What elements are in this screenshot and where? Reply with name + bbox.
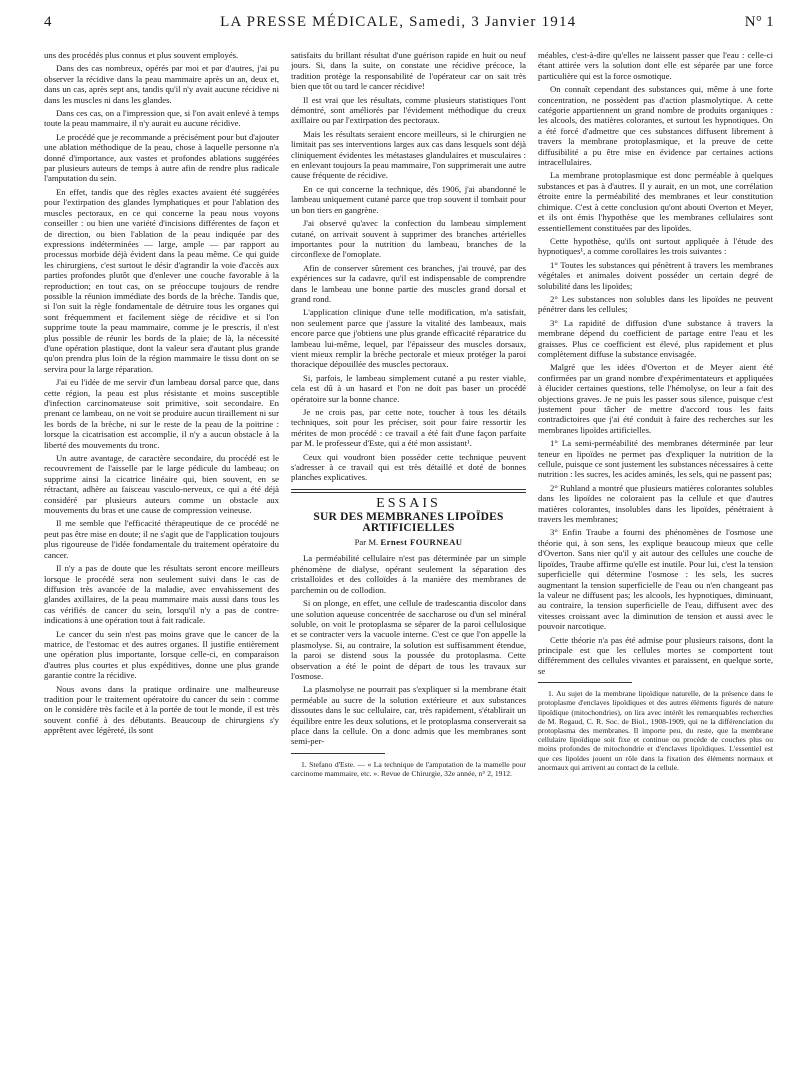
paragraph: Le cancer du sein n'est pas moins grave que le cancer de la matrice, de l'estomac et des autres organes. Il justifie entièrement une opération plus importante, lorsque celle-ci, en comparaison d'autres plus courtes et plus expéditives, donne une plus grande garantie contre la récidive. <box>44 628 279 681</box>
footnote-text: 1. Au sujet de la membrane lipoïdique naturelle, de la présence dans le protoplasme d'enclaves lipoïdiques et des autres éléments figurés de nature lipoïdique (mitochondries), on lira avec intérêt les remarquables recherches de M. Regaud, C. R. Soc. de Biol., 1908-1909, qui ne la différenciation du protoplasma des membranes. Il importe peu, du reste, que la membrane cellulaire lipoïdique soit fixe et continue ou procède de couches plus ou moins profondes de mitochondrie et d'enclaves lipoïdiques. L'essentiel est que ces lipoïdes jouent un rôle dans la fixation des éléments normaux et anormaux qui arrivent au contact de la cellule. <box>538 689 773 772</box>
byline-prefix: Par M. <box>354 537 379 548</box>
paragraph: Nous avons dans la pratique ordinaire une malheureuse tradition pour le traitement opératoire du cancer du sein : comme on le considère très facile et à la portée de tout le monde, il est très souvent confié à des débutants. Beaucoup de chirurgiens s'y apprêtent avec légèreté, ils sont <box>44 683 279 736</box>
paragraph: Dans ces cas, on a l'impression que, si l'on avait enlevé à temps toute la peau mammaire, il n'y aurait eu aucune récidive. <box>44 108 279 129</box>
paragraph: Mais les résultats seraient encore meilleurs, si le chirurgien ne limitait pas ses interventions larges aux cas dans lesquels sont déjà cliniquement évidentes les métastases glandulaires et musculaires : en enlevant toujours la peau mammaire, l'on supprimerait une autre cause fréquente de récidive. <box>291 128 526 181</box>
paragraph: satisfaits du brillant résultat d'une guérison rapide en huit ou neuf jours. Si, dans la suite, on constate une récidive précoce, la tradition protège la responsabilité de l'opérateur car on sait très bien que tôt ou tard le cancer récidive! <box>291 50 526 92</box>
list-item: 1° Toutes les substances qui pénètrent à travers les membranes végétales et animales doivent posséder un certain degré de solubilité dans les lipoïdes; <box>538 259 773 291</box>
list-item: 3° Enfin Traube a fourni des phénomènes de l'osmose une théorie qui, à son sens, les explique beaucoup mieux que celle d'Overton. Sans nier qu'il y ait autour des cellules une couche de lipoïdes, Traube affirme qu'elle est inutile. Pour lui, c'est la tension superficielle qui détermine l'osmose : les sels, les sucres augmentant la tension superficielle de l'eau ou n'en changeant pas la valeur ne diffusent pas; les alcools, les hypnotiques, diminuant, au contraire, la tension superficielle de l'eau, diffusent avec des vitesses croissant avec la diminution de tension et aussi avec le pouvoir narcotique. <box>538 527 773 632</box>
list-item: 2° Les substances non solubles dans les lipoïdes ne peuvent pénétrer dans les cellules; <box>538 293 773 315</box>
paragraph: On connaît cependant des substances qui, même à une forte concentration, ne possèdent pas d'action plasmolytique. A cette catégorie appartiennent un grand nombre de produits organiques : les alcools, des matières colorantes, et surtout les hypnotiques. On a été forcé d'admettre que ces substances diffusent librement à travers la membrane protoplasmique, et la preuve de cette diffusibilité a pu être mise en évidence par certaines actions intracellulaires. <box>538 84 773 168</box>
footnote-text: 1. Stefano d'Este. — « La technique de l'amputation de la mamelle pour carcinome mammaire, etc. ». Revue de Chirurgie, 32e année, n° 2, 1912. <box>291 759 526 778</box>
paragraph: Je ne crois pas, par cette note, toucher à tous les détails techniques, soit pour les préciser, soit pour faire ressortir les mérites de mon procédé : ce travail a été fait d'une façon parfaite par M. le professeur d'Este, qui a été mon assistant¹. <box>291 407 526 449</box>
paragraph: Afin de conserver sûrement ces branches, j'ai trouvé, par des expériences sur la cadavre, qu'il est indispensable de comprendre dans le lambeau une bonne partie des muscles grand dorsal et grand rond. <box>291 262 526 304</box>
paragraph: uns des procédés plus connus et plus souvent employés. <box>44 50 239 60</box>
paragraph: En ce qui concerne la technique, dès 1906, j'ai abandonné le lambeau uniquement cutané parce que trop souvent il tombait pour un bon tiers en gangrène. <box>291 183 526 215</box>
section-title: ESSAIS <box>376 495 441 511</box>
column-2 <box>291 50 526 1080</box>
footnote-rule <box>538 682 632 683</box>
paragraph: Un autre avantage, de caractère secondaire, du procédé est le recouvrement de l'aisselle par le large pédicule du lambeau; on supprime ainsi la cicatrice linéaire qui, bien souvent, en se rétractant, adhère au faisceau vasculo-nerveux, ce qui a été déjà considéré par plusieurs auteurs comme un obstacle aux mouvements du bras et une cause de compression veineuse. <box>44 453 279 516</box>
paragraph: L'application clinique d'une telle modification, m'a satisfait, non seulement parce que j'assure la vitalité des lambeaux, mais encore parce que j'obtiens une plus grande efficacité réparatrice du lambeau lui-même, lequel, par l'épaisseur des muscles dorsaux, vient mieux remplir la brèche pectorale et mieux protéger la paroi thoracique dépouillée des muscles pectoraux. <box>291 307 526 370</box>
paragraph: méables, c'est-à-dire qu'elles ne laissent passer que l'eau : celle-ci étant attirée vers la solution dont elle est séparée par une force particulière qui est la force osmotique. <box>538 50 773 81</box>
list-item: 1° La semi-perméabilité des membranes déterminée par leur teneur en lipoïdes ne permet pas d'expliquer la nutrition de la cellule, puisque ce sont justement les substances nécessaires à cette nutrition : les sucres, les acides aminés, les sels, qui ne passent pas; <box>538 438 773 480</box>
section-divider <box>291 489 526 493</box>
paragraph: Il est vrai que les résultats, comme plusieurs statistiques l'ont démontré, sont améliorés par l'évidement méthodique du creux axillaire ou par l'extirpation des pectoraux. <box>291 94 526 126</box>
paragraph: La plasmolyse ne pourrait pas s'expliquer si la membrane était perméable au sucre de la solution extérieure et aux substances dissoutes dans le suc cellulaire, car, très rapidement, s'établirait un équilibre entre les deux solutions, et le protoplasma conserverait sa place dans la cellule. On a donc admis que les membranes sont semi-per- <box>291 684 526 747</box>
paragraph: Dans des cas nombreux, opérés par moi et par d'autres, j'ai pu observer la récidive dans la peau mammaire après un an, deux et, dans un cas, après sept ans, tandis qu'il n'y avait aucune récidive ni dans les muscles ni dans les glandes. <box>44 63 279 105</box>
article-title: SUR DES MEMBRANES LIPOÏDES ARTIFICIELLES <box>313 511 504 534</box>
footnote <box>291 760 526 778</box>
paragraph: La perméabilité cellulaire n'est pas déterminée par un simple phénomène de dialyse, opérant seulement la séparation des cristalloïdes et des colloïdes à la manière des membranes de parchemin ou de collodion. <box>291 553 526 595</box>
paragraph: Si, parfois, le lambeau simplement cutané a pu rester viable, cela est dû à un hasard et l'on ne doit pas baser un procédé opératoire sur la bonne chance. <box>291 372 526 404</box>
footnote-rule <box>291 753 385 754</box>
paragraph: La membrane protoplasmique est donc perméable à quelques substances et pas à d'autres. Il y aurait, en un mot, une corrélation étroite entre la perméabilité des membranes et leur constitution chimique. C'est à cette conclusion qu'ont abouti Overton et Meyer, et ils ont émis l'hypothèse que les membranes cellulaires sont essentiellement constituées par des lipoïdes. <box>538 170 773 233</box>
paragraph: J'ai eu l'idée de me servir d'un lambeau dorsal parce que, dans cette région, la peau est plus résistante et moins susceptible d'infection carcinomateuse soit primitive, soit secondaire. En prenant ce lambeau, on ne voit se produire aucun tiraillement ni sur les bords de la brèche, ni sur le reste de la peau de la poitrine : lorsque la cicatrisation est accomplie, il n'y a aucun obstacle à la liberté des mouvements du tronc. <box>44 377 279 450</box>
paragraph: Il me semble que l'efficacité thérapeutique de ce procédé ne peut pas être mise en doute; il ne s'agit que de l'application toujours plus rigoureuse de l'idée fondamentale du traitement opératoire du cancer. <box>44 518 279 560</box>
page-number: 4 <box>44 14 52 30</box>
list-item: 2° Ruhland a montré que plusieurs matières colorantes solubles dans les lipoïdes ne coloraient pas la cellule et que d'autres matières colorantes, insolubles dans les lipoïdes, pénétraient à travers les membranes; <box>538 482 773 525</box>
author-name: Ernest FOURNEAU <box>380 537 463 548</box>
list-item: 3° La rapidité de diffusion d'une substance à travers la membrane dépend du coefficient de partage entre l'eau et les graisses. Plus ce coefficient est élevé, plus rapidement et plus complètement diffuse la substance envisagée. <box>538 317 773 359</box>
column-3 <box>538 50 773 1080</box>
paragraph: Si on plonge, en effet, une cellule de tradescantia discolor dans une solution aqueuse concentrée de saccharose ou d'un sel minéral soluble, on voit le protoplasma se séparer de la paroi cellulosique et se contracter vers la vacuole interne. C'est ce que l'on appelle la plasmolyse. Si, au contraire, la solution est suffisamment étendue, la paroi se distend sous la poussée du protoplasma. Cette observation a été le point de départ de tous les travaux sur l'osmose. <box>291 598 526 681</box>
issue-number: N° 1 <box>744 14 774 30</box>
paragraph: Cette hypothèse, qu'ils ont surtout appliquée à l'étude des hypnotiques¹, a comme corollaires les trois suivantes : <box>538 235 773 257</box>
paragraph: Ceux qui voudront bien posséder cette technique peuvent s'adresser à ce travail qui est très détaillé et doté de bonnes planches explicatives. <box>291 451 526 483</box>
paragraph: Il n'y a pas de doute que les résultats seront encore meilleurs lorsque le procédé sera non seulement suivi dans le cas de diffusion très avancée de la maladie, avec envahissement des glandes axillaires, de la peau mammaire mais aussi dans tous les cas vérifiés de cancer du sein, lorsqu'il n'y a pas de contre-indications à une opération tout à fait radicale. <box>44 563 279 626</box>
paragraph: Le procédé que je recommande a précisément pour but d'ajouter une ablation méthodique de la peau, chose à laquelle personne n'a donné d'importance, aux vastes et profondes ablations suggérées par plusieurs auteurs de temps à autre afin de rendre plus radicale l'amputation du sein. <box>44 131 279 184</box>
paragraph: Cette théorie n'a pas été admise pour plusieurs raisons, dont la principale est que les cellules mortes se comportent tout différemment des cellules vivantes et paraissent, en quelque sorte, se <box>538 634 773 676</box>
page-header <box>44 14 774 36</box>
column-1 <box>44 50 279 1080</box>
byline <box>291 537 526 547</box>
paragraph: En effet, tandis que des règles exactes avaient été suggérées pour l'extirpation des glandes lymphatiques et pour l'ablation des muscles pectoraux, en ce qui concerne la peau nous voyons conseiller : ou bien une variété d'incisions différentes de façon et de direction, ou bien l'ablation de la peau indiquée par des expressions indéterminées — large, ample — par rapport au processus morbide déjà évident dans la peau même. Ce qui guide les chirurgiens, c'est surtout le désir d'agrandir la voie d'accès aux parties profondes plutôt que d'enlever une couche favorable à la reproduction; en tout cas, on se préoccupe toujours de rendre possible la réunion immédiate des bords de la brèche. Tandis que, si l'on suit la règle fondamentale de détruire tous les organes qui sont fréquemment et facilement siège de récidive et si l'on supprime toute la peau mammaire, comme je le prescris, il n'est plus possible de réunir les bords de la plaie; de là, la nécessité d'une opération plastique, dont la valeur sera d'autant plus grande qu'on prendra plus loin de la région mammaire le tissu dont on se servira pour la large réparation. <box>44 186 279 374</box>
paragraph: J'ai observé qu'avec la confection du lambeau simplement cutané, on arrivait souvent à supprimer des branches artérielles importantes pour la nutrition du lambeau, branches de la circonflexe de l'omoplate. <box>291 218 526 260</box>
page-title: LA PRESSE MÉDICALE, Samedi, 3 Janvier 1914 <box>220 14 577 30</box>
paragraph: Malgré que les idées d'Overton et de Meyer aient été confirmées par un grand nombre d'expérimentateurs et appliquées à élucider certaines questions, telle l'hémolyse, on leur a fait des objections graves. Je ne puis les passer sous silence, puisque c'est justement pour tâcher de mettre d'accord tous les faits contradictoires que j'ai été conduit à faire des recherches sur les membranes lipoïdes artificielles. <box>538 362 773 435</box>
footnote <box>538 689 773 772</box>
